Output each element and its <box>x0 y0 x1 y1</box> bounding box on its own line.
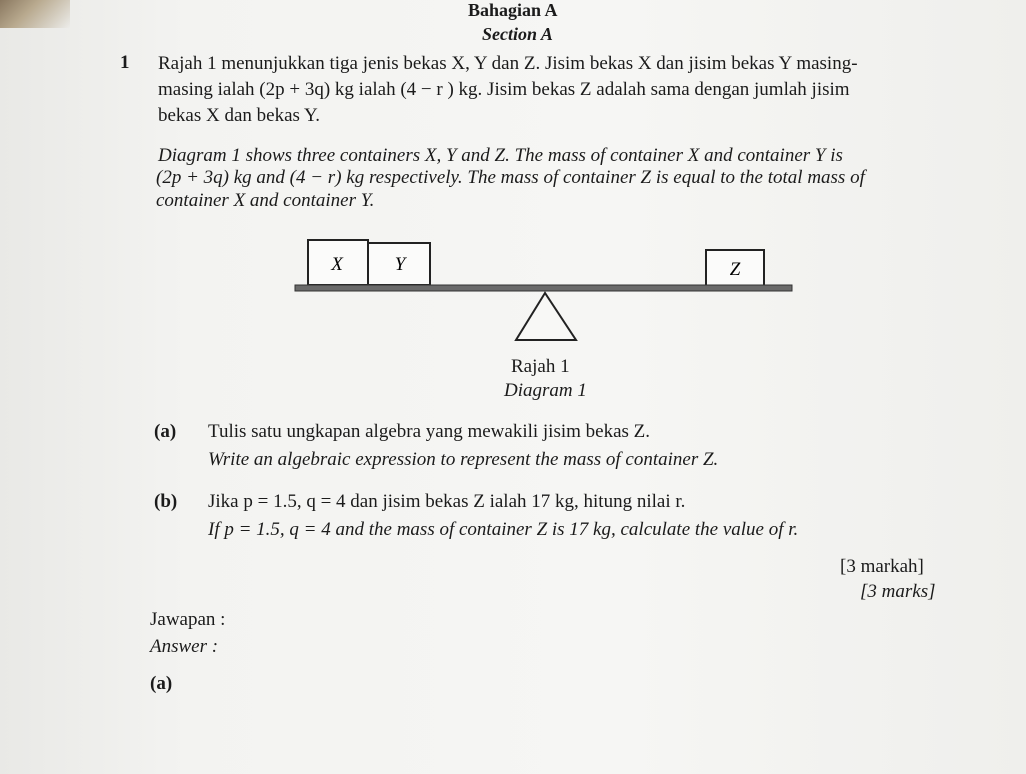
answer-label-ms: Jawapan : <box>150 609 226 630</box>
section-title-en: Section A <box>482 24 553 44</box>
box-y-label: Y <box>394 254 406 275</box>
part-b-label: (b) <box>154 491 178 512</box>
question-en-line-2: (2p + 3q) kg and (4 − r) kg respectively. The mass of container Z is equal to the total mass of <box>156 167 865 188</box>
box-z-label: Z <box>729 259 741 280</box>
balance-beam <box>295 285 792 291</box>
question-number: 1 <box>120 52 130 73</box>
box-x-label: X <box>331 254 343 275</box>
question-ms-line-2: masing ialah (2p + 3q) kg ialah (4 − r ) kg. Jisim bekas Z adalah sama dengan jumlah jisim <box>158 79 850 100</box>
section-title-ms: Bahagian A <box>468 0 558 20</box>
diagram-caption-ms: Rajah 1 <box>511 356 570 377</box>
answer-label-en: Answer : <box>150 636 219 657</box>
part-b-en: If p = 1.5, q = 4 and the mass of container Z is 17 kg, calculate the value of r. <box>208 519 799 540</box>
fulcrum-triangle <box>516 293 576 340</box>
marks-ms: [3 markah] <box>840 556 924 577</box>
question-en-line-1: Diagram 1 shows three containers X, Y and Z. The mass of container X and container Y is <box>158 145 843 166</box>
part-a-en: Write an algebraic expression to represent the mass of container Z. <box>208 449 719 470</box>
part-a-label: (a) <box>154 421 177 442</box>
question-ms-line-3: bekas X dan bekas Y. <box>158 105 320 126</box>
diagram-caption-en: Diagram 1 <box>504 380 587 401</box>
part-b-ms: Jika p = 1.5, q = 4 dan jisim bekas Z ialah 17 kg, hitung nilai r. <box>208 491 686 512</box>
marks-en: [3 marks] <box>860 581 936 602</box>
answer-part-a-label: (a) <box>150 673 173 694</box>
question-en-line-3: container X and container Y. <box>156 190 375 211</box>
part-a-ms: Tulis satu ungkapan algebra yang mewakili jisim bekas Z. <box>208 421 651 442</box>
question-ms-line-1: Rajah 1 menunjukkan tiga jenis bekas X, Y dan Z. Jisim bekas X dan jisim bekas Y masing- <box>158 53 858 74</box>
